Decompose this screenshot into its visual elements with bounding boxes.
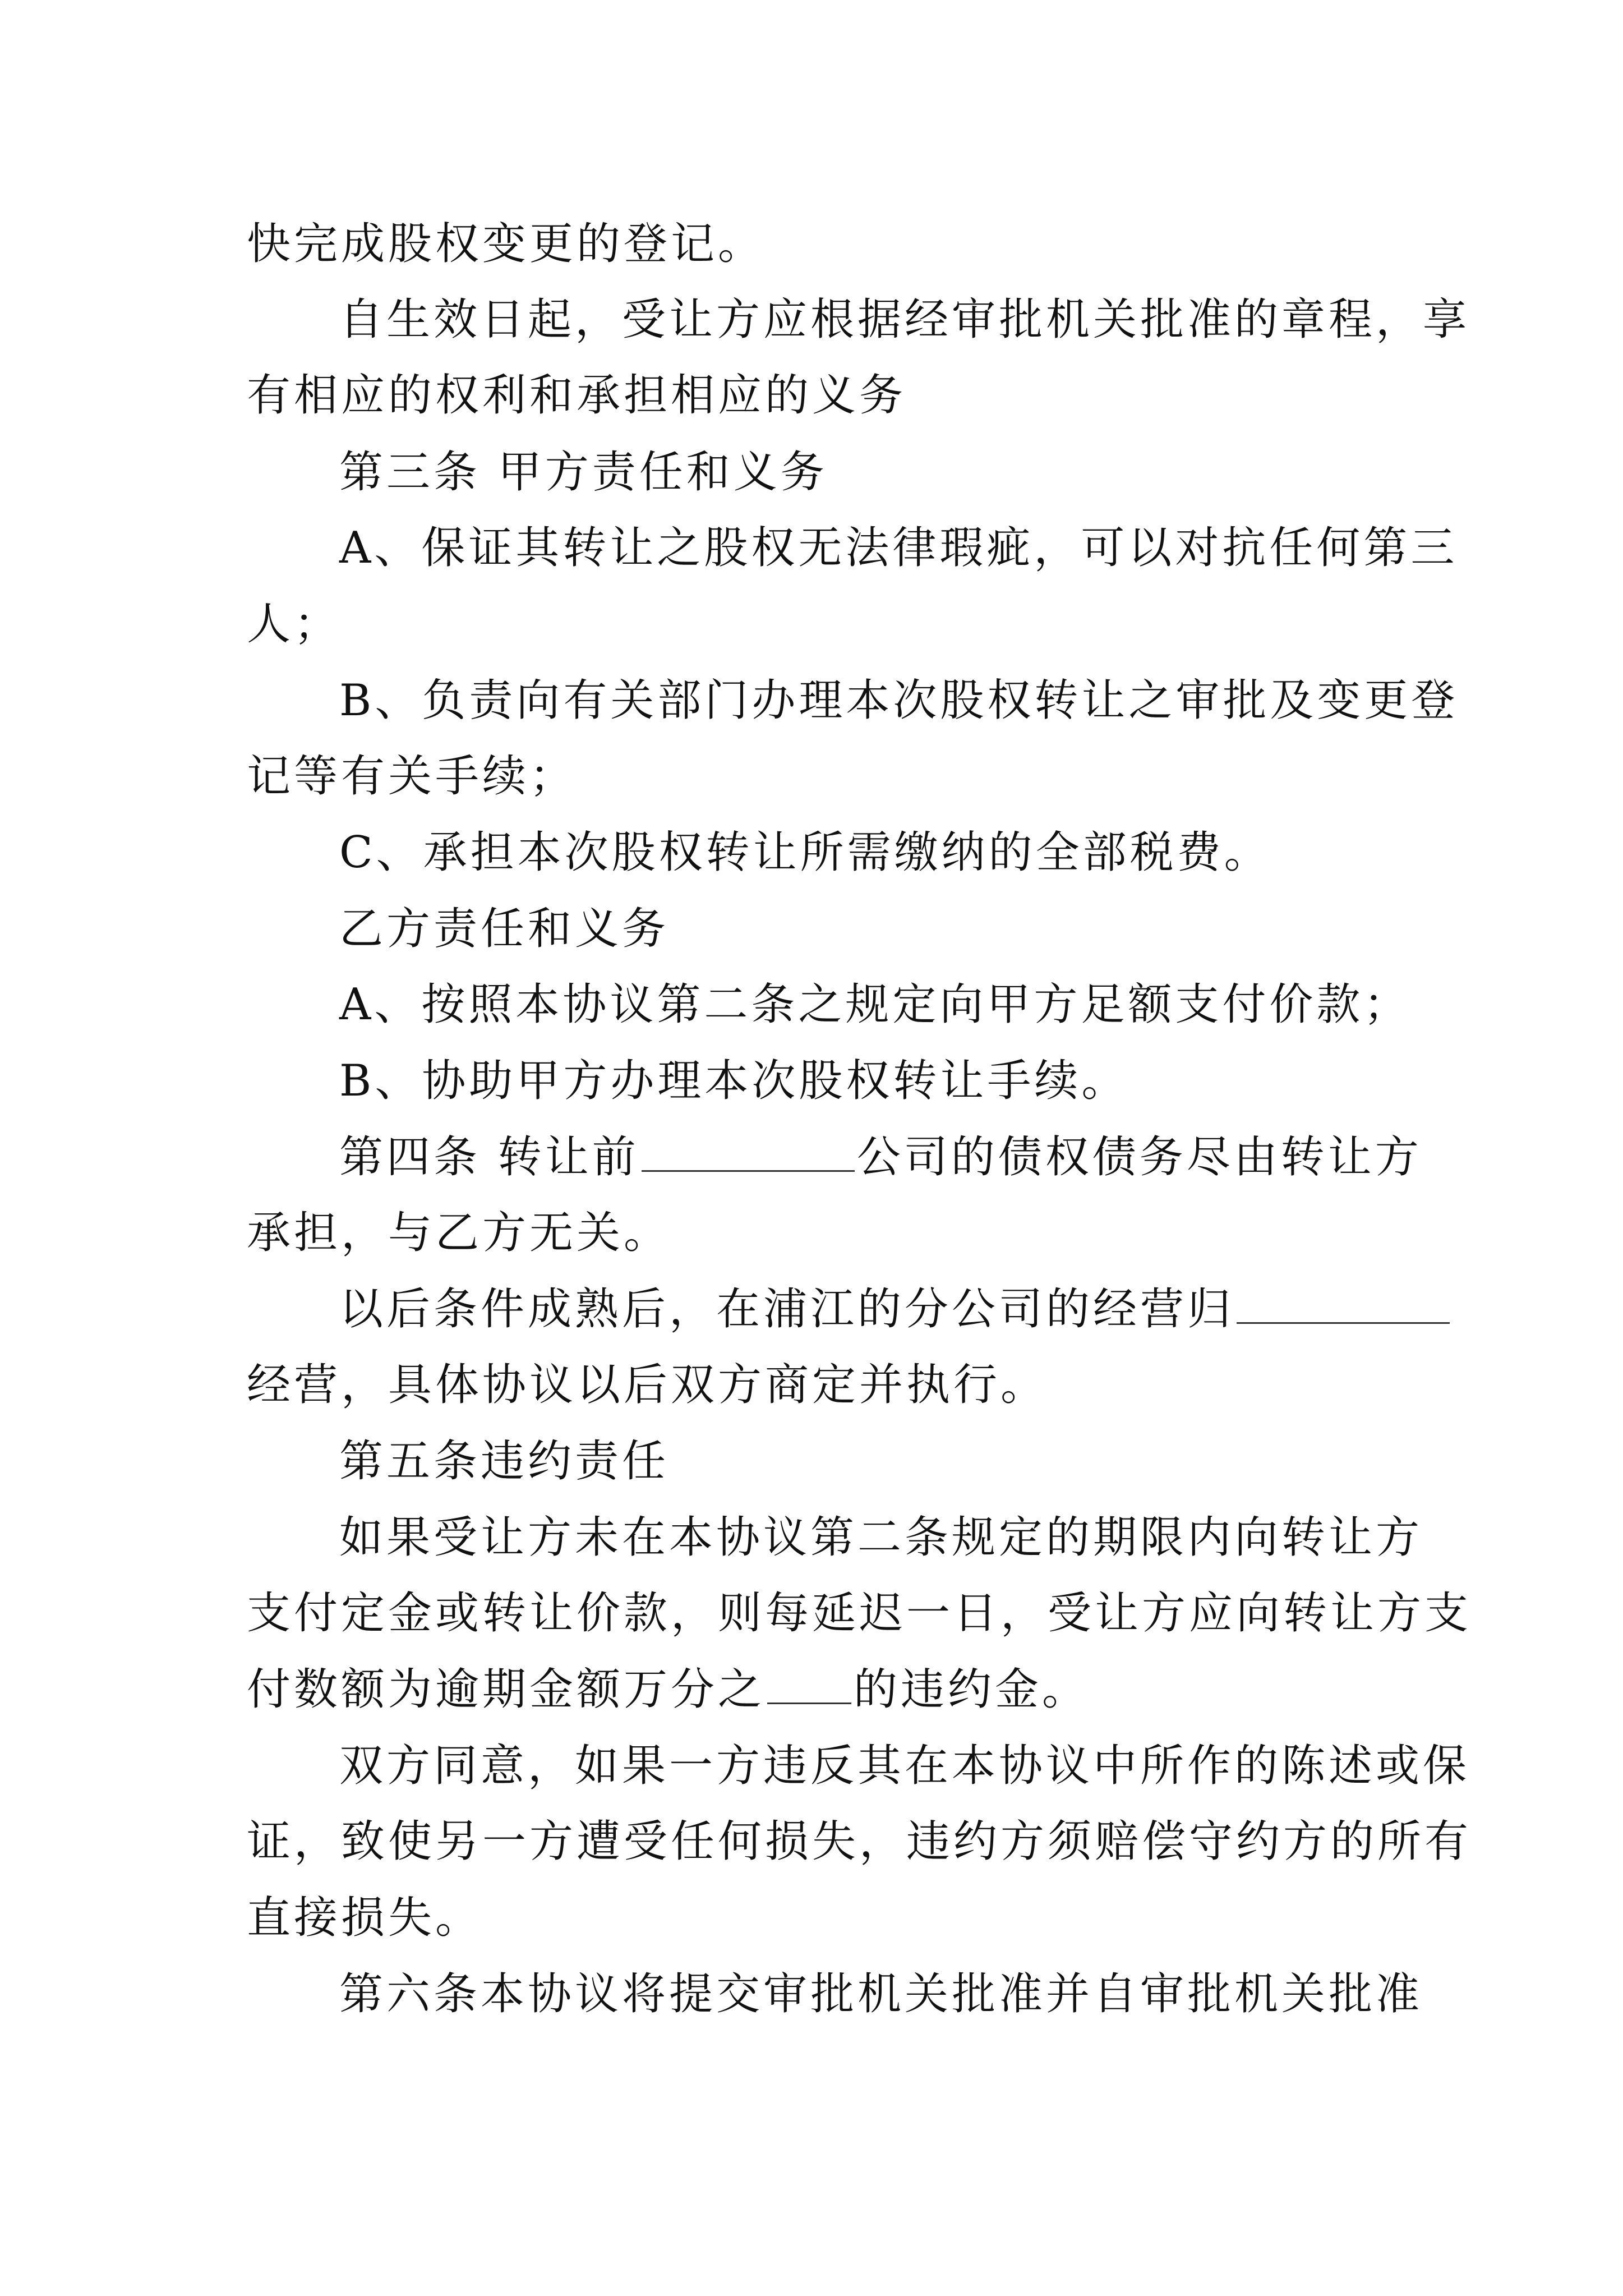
fill-in-blank (767, 1663, 851, 1704)
text-line: 直接损失。 (247, 1893, 483, 1943)
article-3-heading: 第三条 甲方责任和义务 (339, 447, 828, 498)
paragraph-effective-date: 自生效日起，受让方应根据经审批机关批准的章程，享 (339, 295, 1470, 345)
text-line: 经营，具体协议以后双方商定并执行。 (247, 1360, 1048, 1410)
clause-b: B、协助甲方办理本次股权转让手续。 (339, 1056, 1129, 1106)
clause-a: A、保证其转让之股权无法律瑕疵，可以对抗任何第三 (339, 523, 1458, 573)
fill-in-blank (1237, 1283, 1450, 1324)
text-segment: 的违约金。 (854, 1664, 1090, 1715)
text-segment: 公司的债权债务尽由转让方 (856, 1132, 1422, 1182)
article-5-heading: 第五条违约责任 (339, 1436, 670, 1487)
text-segment: 付数额为逾期金额万分之 (247, 1664, 766, 1715)
article-6-line: 第六条本协议将提交审批机关批准并自审批机关批准 (339, 1969, 1423, 2019)
text-segment: 以后条件成熟后，在浦江的分公司的经营归 (339, 1284, 1235, 1335)
fill-in-blank (642, 1131, 855, 1172)
text-line: 有相应的权利和承担相应的义务 (247, 370, 907, 421)
clause-a: A、按照本协议第二条之规定向甲方足额支付价款； (339, 979, 1411, 1030)
paragraph-late-payment: 如果受让方未在本协议第二条规定的期限内向转让方 (339, 1512, 1423, 1563)
branch-operation-line (339, 1278, 1385, 1340)
text-line: 证，致使另一方遭受任何损失，违约方须赔偿守约方的所有 (247, 1816, 1472, 1867)
party-b-heading: 乙方责任和义务 (339, 904, 670, 954)
text-line: 记等有关手续； (247, 751, 577, 802)
text-line: 支付定金或转让价款，则每延迟一日，受让方应向转让方支 (247, 1588, 1472, 1639)
clause-c: C、承担本次股权转让所需缴纳的全部税费。 (339, 827, 1271, 878)
text-line: 快完成股权变更的登记。 (247, 219, 766, 269)
text-segment: 第四条 转让前 (339, 1132, 639, 1182)
penalty-line (247, 1659, 1385, 1720)
article-4-line (339, 1126, 1422, 1188)
clause-b: B、负责向有关部门办理本次股权转让之审批及变更登 (339, 675, 1459, 726)
text-line: 承担，与乙方无关。 (247, 1208, 671, 1258)
paragraph-breach: 双方同意，如果一方违反其在本协议中所作的陈述或保 (339, 1741, 1470, 1791)
text-line: 人； (247, 599, 342, 650)
